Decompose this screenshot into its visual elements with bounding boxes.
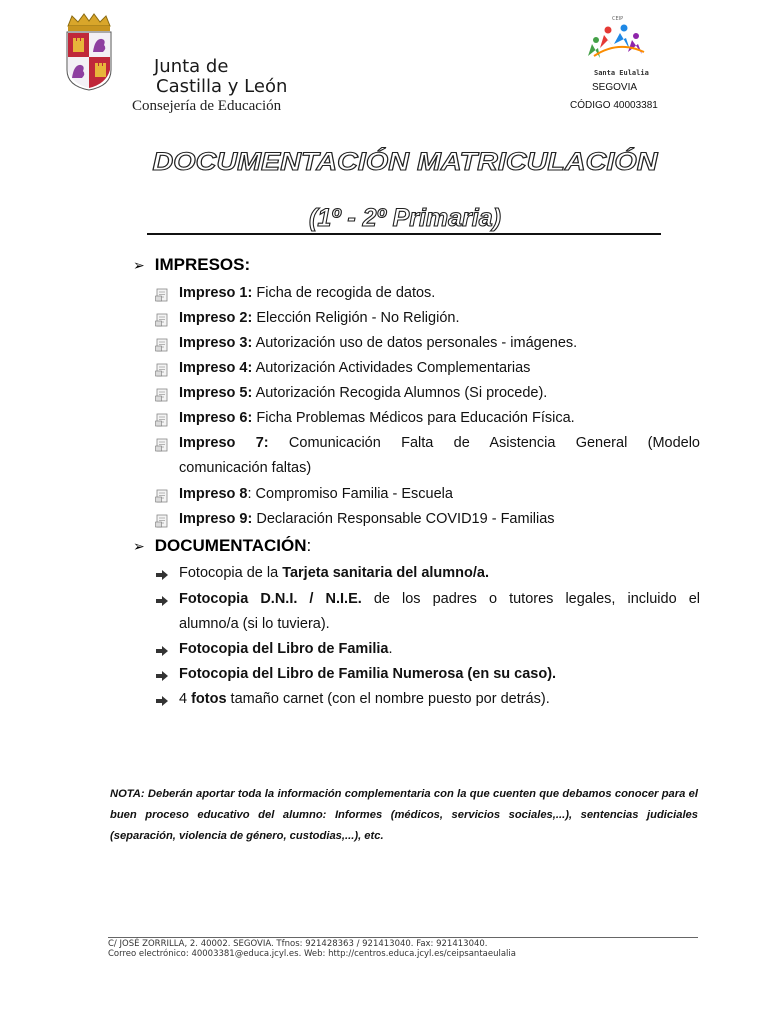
impreso-label: Impreso 4: — [179, 360, 253, 376]
impresos-heading: ➢ IMPRESOS: — [133, 255, 251, 274]
arrow-bullet-icon — [155, 566, 169, 580]
org-name-line1: Junta de — [154, 56, 229, 77]
impreso-label: Impreso 8 — [179, 486, 248, 502]
impreso-text: Ficha Problemas Médicos para Educación Física. — [252, 410, 575, 426]
school-logo-icon — [584, 10, 652, 70]
arrow-bullet-icon — [155, 692, 169, 706]
documentacion-bold: Tarjeta sanitaria del alumno/a. — [282, 565, 490, 581]
impreso-label: Impreso 6: — [179, 410, 253, 426]
impreso-text: Autorización uso de datos personales - imágenes. — [252, 335, 578, 351]
document-icon — [155, 386, 169, 400]
note-paragraph: NOTA: Deberán aportar toda la información complementaria con la que cuenten que debamos conocer para el buen proceso educativo del alumno: Informes (médicos, servicios sociales,...), sentencias judiciales (separación, violencia de género, custodias,...), etc. — [110, 788, 698, 842]
svg-text:CEIP: CEIP — [612, 16, 624, 22]
document-title — [140, 140, 670, 240]
school-name: Santa Eulalia — [594, 69, 649, 77]
document-icon — [155, 286, 169, 300]
school-code: CÓDIGO 40003381 — [570, 100, 658, 111]
arrow-bullet-icon — [155, 642, 169, 656]
impreso-text: Comunicación Falta de Asistencia General (Modelo — [268, 435, 700, 451]
documentacion-post: tamaño carnet (con el nombre puesto por detrás). — [226, 691, 550, 707]
documentacion-pre: 4 — [179, 691, 192, 707]
document-icon — [155, 411, 169, 425]
impreso-label: Impreso 7: — [179, 435, 269, 451]
documentacion-bold: Fotocopia del Libro de Familia — [179, 641, 389, 657]
footer — [108, 939, 516, 959]
documentacion-bold: fotos — [191, 691, 227, 707]
document-icon — [155, 487, 169, 501]
documentacion-post: de los padres o tutores legales, incluido el — [361, 591, 700, 607]
document-icon — [155, 336, 169, 350]
impreso-text: : Compromiso Familia - Escuela — [247, 486, 453, 502]
department-name: Consejería de Educación — [132, 98, 282, 114]
title-line1: DOCUMENTACIÓN MATRICULACIÓN — [152, 148, 592, 176]
arrow-bullet-icon — [155, 592, 169, 606]
school-city: SEGOVIA — [592, 82, 638, 93]
document-icon — [155, 311, 169, 325]
impreso-label: Impreso 3: — [179, 335, 253, 351]
documentacion-pre: Fotocopia de la — [179, 565, 283, 581]
org-name-line2: Castilla y León — [156, 76, 288, 97]
impreso-label: Impreso 1: — [179, 285, 253, 301]
documentacion-post: . — [388, 641, 393, 657]
documentacion-bold: Fotocopia del Libro de Familia Numerosa (en su caso). — [179, 666, 557, 682]
impreso-text: Autorización Actividades Complementarias — [252, 360, 531, 376]
impreso-text: Autorización Recogida Alumnos (Si procede). — [252, 385, 548, 401]
documentacion-text-continued: alumno/a (si lo tuviera). — [179, 616, 330, 632]
document-icon — [155, 436, 169, 450]
chevron-right-icon: ➢ — [133, 537, 145, 554]
school-header — [570, 10, 680, 110]
impreso-label: Impreso 9: — [179, 511, 253, 527]
documentacion-bold: Fotocopia D.N.I. / N.I.E. — [179, 591, 362, 607]
title-underline — [147, 233, 661, 235]
footer-divider — [108, 937, 698, 938]
document-icon — [155, 361, 169, 375]
impreso-text: Elección Religión - No Religión. — [252, 310, 460, 326]
document-icon — [155, 512, 169, 526]
impreso-text-continued: comunicación faltas) — [179, 460, 312, 476]
documentacion-heading: ➢ DOCUMENTACIÓN : — [133, 536, 312, 555]
impreso-label: Impreso 5: — [179, 385, 253, 401]
title-line2: (1º - 2º Primaria) — [309, 204, 501, 232]
impreso-label: Impreso 2: — [179, 310, 253, 326]
impreso-text: Declaración Responsable COVID19 - Familias — [252, 511, 555, 527]
impreso-text: Ficha de recogida de datos. — [252, 285, 436, 301]
footer-address: C/ JOSÉ ZORRILLA, 2. 40002. SEGOVIA. Tfnos: 921428363 / 921413040. Fax: 921413040. — [108, 939, 488, 949]
footer-contact: Correo electrónico: 40003381@educa.jcyl.es. Web: http://centros.educa.jcyl.es/ceipsantaeulalia — [108, 949, 516, 959]
chevron-right-icon: ➢ — [133, 256, 145, 273]
arrow-bullet-icon — [155, 667, 169, 681]
jcyl-header — [62, 12, 322, 112]
coat-of-arms-icon — [62, 12, 116, 92]
